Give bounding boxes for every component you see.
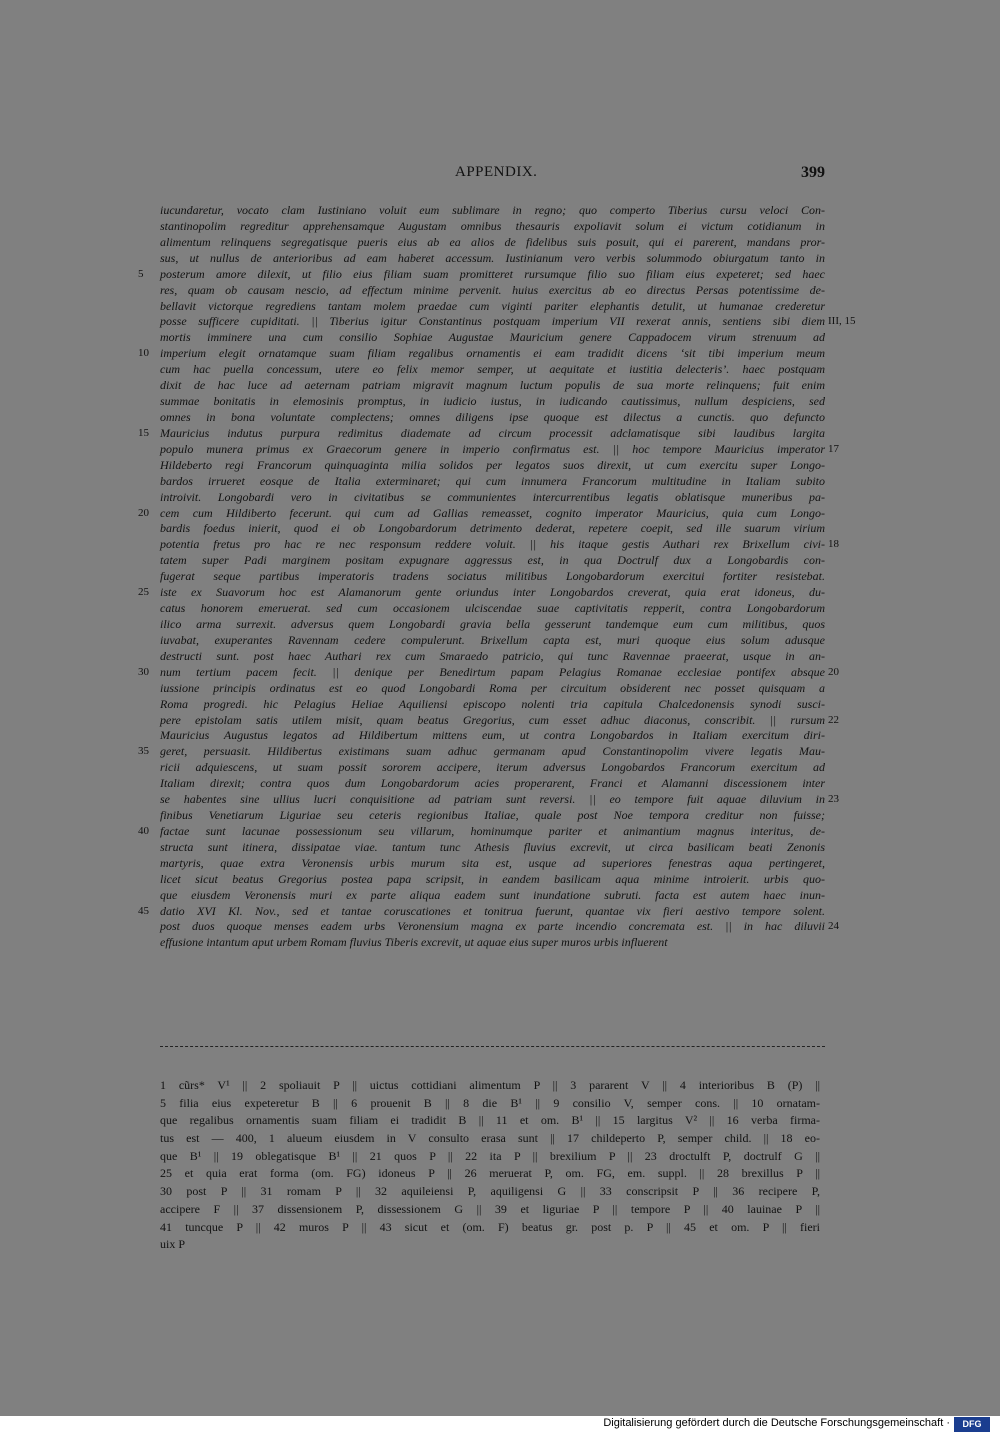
apparatus-line: tus est — 400, 1 alueum eiusdem in V consulto erasa sunt || 17 childeperto P, semper child. || 18 eo- [160, 1131, 820, 1146]
text-line [160, 330, 825, 346]
text-line [160, 792, 839, 808]
text-line [160, 601, 825, 617]
line-text: bardos irrueret eosque de Italia exterminaret; qui cum innumera Francorum multitudine in Italiam subito [160, 473, 825, 488]
text-line [160, 219, 825, 235]
text-line [138, 425, 825, 442]
line-text: ricii adquiescens, ut suam possit sororem accipere, iterum adversus Longobardos Francorum exercitum ad [160, 760, 825, 775]
line-text: post duos quoque menses eadem urbs Veronensium magna ex parte incendio concremata est. || in hac diluvii [160, 919, 825, 934]
line-text: finibus Venetiarum Liguriae seu ceteris regionibus Italiae, quale post Noe tempora creditur non fuisse; [160, 808, 825, 823]
text-line [160, 712, 839, 729]
line-text: ilico arma surrexit. adversus quem Longobardi gravia bella gesserunt tandemque eum cum militibus, quos [160, 616, 825, 631]
line-text: populo munera primus ex Graecorum genere in imperio confirmatus est. || hoc tempore Mauricius imperator [160, 441, 825, 456]
text-line [160, 935, 825, 951]
line-text: Mauricius indutus purpura redimitus diademate ad circum processit adclamatisque sibi laudibus largita [160, 425, 825, 440]
apparatus-line: 30 post P || 31 romam P || 32 aquileiensi P, aquiligensi G || 33 conscripsit P || 36 recipere P, [160, 1184, 820, 1199]
apparatus-separator [160, 1046, 825, 1047]
text-line [160, 458, 825, 474]
text-line [160, 537, 839, 553]
line-number: 10 [138, 347, 149, 360]
apparatus-line: que B¹ || 19 oblegatisque B¹ || 21 quos P || 22 ita P || brexilium P || 23 droctulft P, doctrulf G || [160, 1148, 820, 1163]
line-text: tatem super Padi marginem positam expugnare aggressus est, in qua Doctrulf dux a Longobardis con- [160, 553, 825, 568]
line-text: introivit. Longobardi vero in civitatibus se communientes intercurrentibus legatis oblatisque muneribus pa- [160, 489, 825, 504]
line-text: iuvabat, exuperantes Ravennam cedere compulerunt. Brixellum capta est, muri quoque eius solum adusque [160, 632, 825, 647]
page-header [150, 164, 825, 186]
line-number: 20 [138, 506, 149, 519]
apparatus-line: uix P [160, 1237, 186, 1252]
line-text: dixit de hac luce ad aeternam patriam migravit magnum luctum populis de sua morte relinquens; fuit enim [160, 378, 825, 393]
line-text: mortis imminere una cum consilio Sophiae Augustae Mauricium genere Cappadocem virum strenuum ad [160, 330, 825, 345]
apparatus-line: accipere F || 37 dissensionem P, dissessionem G || 39 et liguriae P || tempore P || 40 lauinae P || [160, 1201, 820, 1216]
line-number: 35 [138, 745, 149, 758]
line-text: posse sufficere cupiditati. || Tiberius igitur Constantinus postquam imperium VII rexerat annis, sentiens sibi diem [160, 314, 825, 329]
text-line [138, 903, 825, 920]
text-line [160, 474, 825, 490]
text-line [138, 505, 825, 522]
text-line [160, 441, 839, 458]
line-text: Mauricius Augustus legatos ad Hildibertum mittens eum, ut contra Longobardos in Italiam exercitum diri- [160, 728, 825, 743]
text-line [160, 649, 825, 665]
line-text: Roma progredi. hic Pelagius Heliae Aquiliensi episcopo nolenti tria capitula Chalcedonensis synodi susci- [160, 696, 825, 711]
text-line [138, 585, 825, 601]
source-chapter-ref: 23 [828, 793, 839, 806]
text-line [160, 776, 825, 792]
text-line [160, 856, 825, 872]
line-text: destructi sunt. post haec Authari rex cum Smaraedo patricio, qui tunc Ravennae praeerat, usque in an- [160, 648, 825, 663]
dfg-logo: DFG [954, 1417, 990, 1432]
source-chapter-ref: 20 [828, 665, 839, 678]
line-text: res, quam ob causam nescio, ad effectum minime pervenit. huius exercitus ab eo directus Persas potentissime de- [160, 282, 825, 297]
line-text: pere epistolam satis utilem misit, quam beatus Gregorius, cum esset adhuc diaconus, conscribit. || rursum [160, 712, 825, 727]
line-text: martyris, quae extra Veronensis urbis murum sita est, usque ad superiores fenestras aqua pertingeret, [160, 855, 825, 870]
line-number: 5 [138, 267, 144, 280]
line-text: imperium elegit ornatamque suam filiam regalibus ornamentis ei eam tradidit dicens ‘sit tibi imperium meum [160, 346, 825, 361]
line-text: Hildeberto regi Francorum quinquaginta milia solidos per legatos suos direxit, ut cum exercitu super Longo- [160, 457, 825, 472]
line-text: catus honorem emeruerat. sed cum occasionem ulciscendae suae captivitatis repperit, contra Longobardorum [160, 601, 825, 616]
text-line [160, 490, 825, 506]
line-number: 25 [138, 586, 149, 599]
line-text: num tertium pacem fecit. || denique per Benedirtum papam Pelagius Romanae ecclesiae pontifex absque [160, 664, 825, 679]
line-text: que eiusdem Veronensis muri ex parte aliqua eadem sunt inundatione subruti. facta est autem haec inun- [160, 887, 825, 902]
source-chapter-ref: 17 [828, 442, 839, 455]
running-title: APPENDIX. [455, 164, 538, 180]
line-text: iussione principis ordinatus est eo quod Longobardi Roma per circuitum obsiderent nec posset quisquam a [160, 680, 825, 695]
text-line [160, 617, 825, 633]
apparatus-line: 25 et quia erat forma (om. FG) idoneus P || 26 meruerat P, om. FG, em. suppl. || 28 brexillus P || [160, 1166, 820, 1181]
text-line [160, 410, 825, 426]
source-chapter-ref: III, 15 [828, 315, 856, 328]
apparatus-line: 41 tuncque P || 42 muros P || 43 sicut et (om. F) beatus gr. post p. P || 45 et om. P || fieri [160, 1219, 820, 1234]
critical-apparatus [160, 1077, 820, 1254]
line-text: cum hac puella concessum, utere eo felix memor semper, ut aequitate et iustitia delecteris’. haec postquam [160, 362, 825, 377]
text-line [160, 569, 825, 585]
line-text: se habentes sine ullius lucri conquisitione ad patriam sunt reversi. || eo tempore fuit aquae diluvium in [160, 792, 825, 807]
apparatus-line: que regalibus ornamentis suam filiam ei tradidit B || 11 et om. B¹ || 15 largitus V² || 16 verba firma- [160, 1113, 820, 1128]
line-text: sus, ut nullus de anterioribus ad eam haberet accessum. Iustinianum vero verbis solummodo obiurgatum tanto in [160, 250, 825, 265]
line-text: iucundaretur, vocato clam Iustiniano voluit eum sublimare in regno; quo comperto Tiberius cursu veloci Con- [160, 203, 825, 217]
text-line [160, 521, 825, 537]
line-text: posterum amore dilexit, ut filio eius filiam suam promitteret rursumque filio suo filiam eius expeteret; sed haec [160, 266, 825, 281]
line-text: datio XVI Kl. Nov., sed et tantae coruscationes et tonitrua fuerunt, quantae vix fieri aestivo tempore solent. [160, 903, 825, 918]
text-line [160, 760, 825, 776]
main-text [138, 203, 856, 951]
apparatus-line: 5 filia eius expeteretur B || 6 prouenit B || 8 die B¹ || 9 consilio V, semper cons. || 10 ornatam- [160, 1095, 820, 1110]
line-text: bardis foedus inierit, quod ei ob Longobardorum detrimento dederat, repetere coepit, sed ille suarum virium [160, 521, 825, 536]
line-text: geret, persuasit. Hildibertus existimans suam adhuc germanam apud Constantinopolim vivere legatis Mau- [160, 744, 825, 759]
line-text: licet sicut beatus Gregorius postea papa scripsit, in eandem basilicam aqua minime introierit. urbis quo- [160, 871, 825, 886]
line-text: bellavit victorque regrediens tantam molem praedae cum viginti pariter elephantis detulit, ut humanae crederetur [160, 298, 825, 313]
line-text: omnes in bona voluntate complectens; omnes diligens ipse quoque est dilectus a cunctis. quo defuncto [160, 409, 825, 424]
text-line [160, 251, 825, 267]
text-line [160, 808, 825, 824]
page-number: 399 [801, 164, 825, 181]
text-line [160, 362, 825, 378]
apparatus-line: 1 cũrs* V¹ || 2 spoliauit P || uictus cottidiani alimentum P || 3 pararent V || 4 interioribus B (P) || [160, 1078, 820, 1092]
digitization-credit: Digitalisierung gefördert durch die Deutsche Forschungsgemeinschaft · [603, 1417, 950, 1429]
line-text: effusione intantum aput urbem Romam fluvius Tiberis excrevit, ut aquae eius super muros urbis influerent [160, 935, 668, 950]
text-line [160, 728, 825, 744]
text-line [160, 633, 825, 649]
line-text: iste ex Suavorum hoc est Alamanorum gente oriundus inter Longobardos creverat, quia erat idoneus, du- [160, 585, 825, 600]
line-text: Italiam direxit; contra quos dum Longobardorum acies properarent, Franci et Alamanni discessionem inter [160, 776, 825, 791]
line-text: stantinopolim regreditur apprehensamque Augustam omnibus thesauris expoliavit solum ei victum cotidianum in [160, 218, 825, 233]
line-text: cem cum Hildiberto fecerunt. qui cum ad Gallias remeasset, cognito imperator Mauricius, quia cum Longo- [160, 505, 825, 520]
line-text: fugerat seque partibus imperatoris tradens sociatus militibus Longobardorum exercitui fortiter resistebat. [160, 569, 825, 584]
text-line [138, 346, 825, 362]
text-line [160, 697, 825, 713]
line-number: 40 [138, 824, 149, 837]
line-text: alimentum relinquens segregatisque pueris eius ab ea alios de fidelibus suis posuit, qui ei parerent, mandans pror- [160, 234, 825, 249]
text-line [160, 235, 825, 251]
line-number: 30 [138, 665, 149, 678]
text-line [160, 872, 825, 888]
text-line [160, 681, 825, 697]
text-line [160, 888, 825, 904]
source-chapter-ref: 24 [828, 920, 839, 933]
text-line [160, 919, 839, 935]
text-line [160, 378, 825, 394]
text-line [160, 394, 825, 410]
source-chapter-ref: 22 [828, 713, 839, 726]
text-line [160, 299, 825, 315]
source-chapter-ref: 18 [828, 538, 839, 551]
line-text: potentia fretus pro hac re nec responsum reddere voluit. || his itaque gestis Authari rex Brixellum civi- [160, 537, 825, 552]
line-text: summae bonitatis in elemosinis promptus, in iudicio iustus, in iudicando cautissimus, nullum despiciens, sed [160, 394, 825, 409]
text-line [160, 840, 825, 856]
text-line [160, 553, 825, 569]
line-number: 15 [138, 426, 149, 439]
text-line [160, 283, 825, 299]
text-line [138, 266, 825, 283]
text-line [138, 823, 825, 840]
line-text: factae sunt lacunae possessionum seu villarum, hominumque pariter et animantium magnus interitus, de- [160, 823, 825, 838]
text-line [138, 664, 839, 681]
text-line [160, 203, 825, 219]
footer-band [0, 1416, 1000, 1434]
text-line [160, 314, 856, 330]
line-text: structa sunt itinera, dissipatae viae. tantum tunc Athesis fluvius excrevit, ut circa basilicam beati Zenonis [160, 839, 825, 854]
line-number: 45 [138, 904, 149, 917]
text-line [138, 744, 825, 760]
